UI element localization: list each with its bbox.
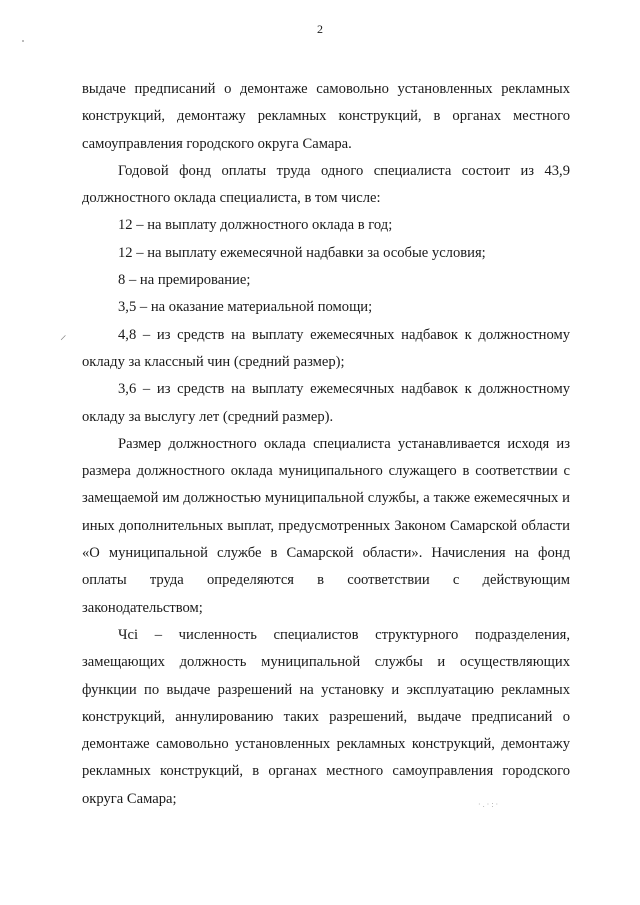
paragraph-headcount: Чсі – численность специалистов структурного подразделения, замещающих должность муниципальной службы и осуществляющих функции по выдаче разрешений на установку и эксплуатацию рекламных конструкций, аннулированию таких разрешений, выдаче предписаний о демонтаже самовольно установленных рекламных конструкций, демонтажу рекламных конструкций, в органах местного самоуправления городского округа Самара;	[82, 626, 570, 807]
list-item: 4,8 – из средств на выплату ежемесячных надбавок к должностному окладу за классный чин (средний размер);	[82, 326, 570, 370]
margin-mark: ⸝	[60, 327, 67, 342]
list-item: 12 – на выплату ежемесячной надбавки за особые условия;	[118, 244, 486, 261]
list-item: 12 – на выплату должностного оклада в год;	[118, 217, 393, 234]
document-body	[82, 76, 570, 813]
scan-noise: ·.·:·	[478, 800, 501, 809]
paragraph-continuation: выдаче предписаний о демонтаже самовольно установленных рекламных конструкций, демонтажу рекламных конструкций, в органах местного самоуправления городского округа Самара.	[82, 81, 570, 152]
list-item: 3,5 – на оказание материальной помощи;	[118, 299, 373, 316]
paragraph-salary: Размер должностного оклада специалиста устанавливается исходя из размера должностного оклада муниципального служащего в соответствии с замещаемой им должностью муниципальной службы, а также ежемесячных и иных дополнительных выплат, предусмотренных Законом Самарской области «О муниципальной службе в Самарской области». Начисления на фонд оплаты труда определяются в соответствии с действующим законодательством;	[82, 435, 570, 616]
scan-speck	[22, 40, 24, 42]
list-item: 3,6 – из средств на выплату ежемесячных надбавок к должностному окладу за выслугу лет (средний размер).	[82, 381, 570, 425]
paragraph-fund: Годовой фонд оплаты труда одного специалиста состоит из 43,9 должностного оклада специалиста, в том числе:	[82, 162, 570, 207]
list-item: 8 – на премирование;	[118, 272, 251, 289]
page-number: 2	[317, 22, 323, 36]
